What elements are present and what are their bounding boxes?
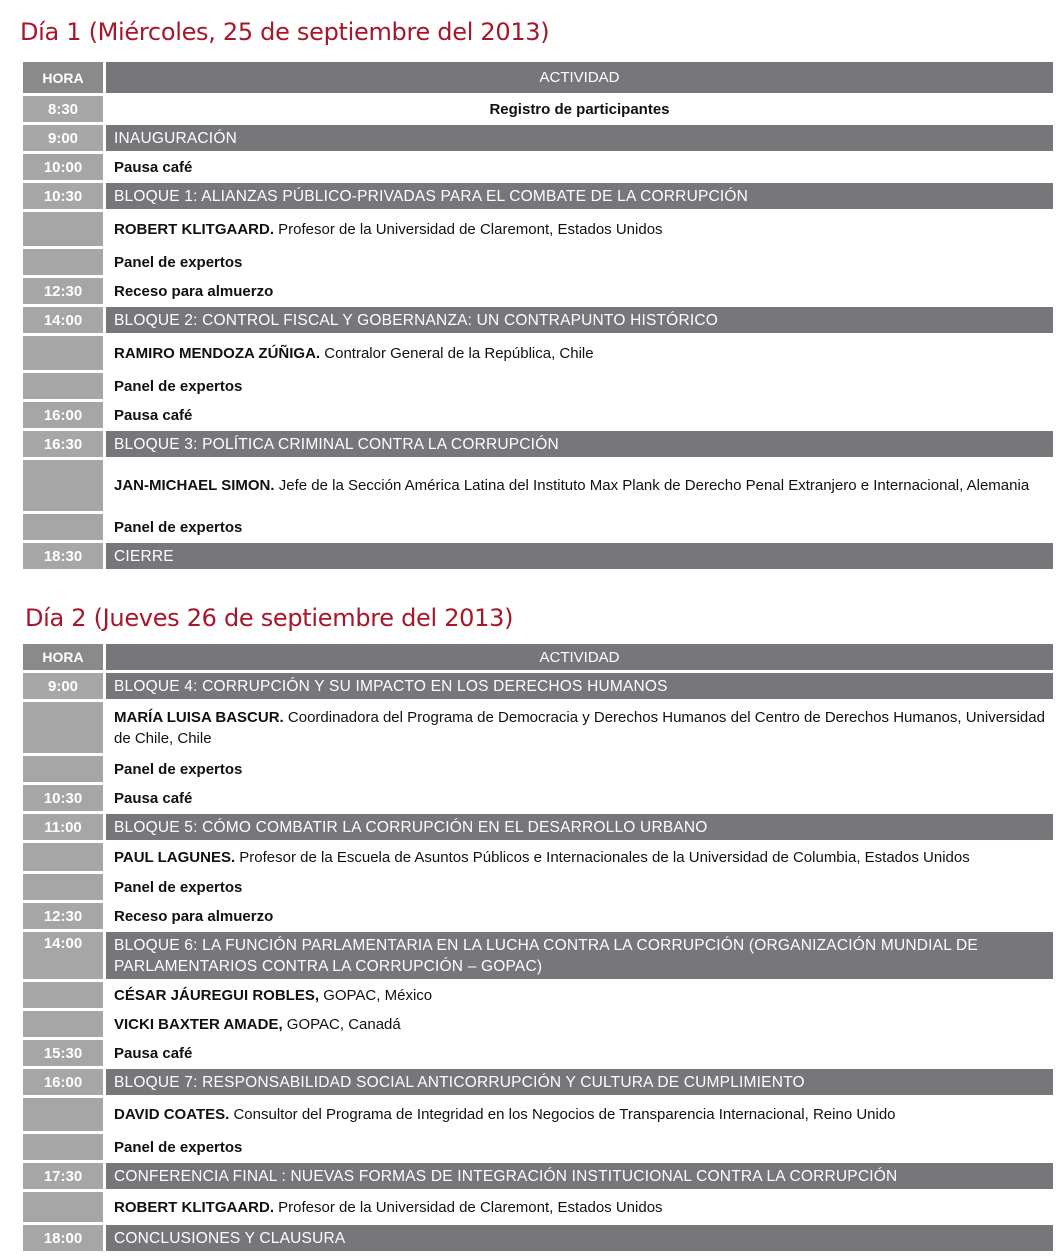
time-cell: 10:00 (23, 154, 103, 180)
speaker-description: Jefe de la Sección América Latina del Instituto Max Plank de Derecho Penal Extranjero e Internacional, Alemania (278, 477, 1030, 494)
activity-cell (106, 1192, 1053, 1222)
table-row (23, 1069, 1053, 1095)
activity-cell: BLOQUE 4: CORRUPCIÓN Y SU IMPACTO EN LOS DERECHOS HUMANOS (106, 673, 1053, 699)
table-row (23, 843, 1053, 871)
time-cell: 17:30 (23, 1163, 103, 1189)
activity-cell (106, 1011, 1053, 1037)
hora-header: HORA (23, 62, 103, 93)
time-cell (23, 874, 103, 900)
table-row (23, 1098, 1053, 1131)
speaker-name: JAN-MICHAEL SIMON. (114, 477, 275, 494)
speaker-name: DAVID COATES. (114, 1106, 230, 1123)
time-cell: 12:30 (23, 903, 103, 929)
speaker-description: Consultor del Programa de Integridad en los Negocios de Transparencia Internacional, Reino Unido (233, 1106, 896, 1123)
activity-cell: Registro de participantes (106, 96, 1053, 122)
table-row (23, 307, 1053, 333)
table-row (23, 1011, 1053, 1037)
table-row (23, 402, 1053, 428)
time-cell: 10:30 (23, 785, 103, 811)
activity-cell: BLOQUE 1: ALIANZAS PÚBLICO-PRIVADAS PARA EL COMBATE DE LA CORRUPCIÓN (106, 183, 1053, 209)
time-cell (23, 249, 103, 275)
activity-cell: Pausa café (106, 402, 1053, 428)
table-row (23, 903, 1053, 929)
activity-cell: Panel de expertos (106, 373, 1053, 399)
speaker-name: ROBERT KLITGAARD. (114, 1198, 274, 1216)
activity-cell: CONFERENCIA FINAL : NUEVAS FORMAS DE INTEGRACIÓN INSTITUCIONAL CONTRA LA CORRUPCIÓN (106, 1163, 1053, 1189)
table-row (23, 982, 1053, 1008)
time-cell (23, 756, 103, 782)
table-row (23, 932, 1053, 979)
table-row (23, 154, 1053, 180)
table-row (23, 96, 1053, 122)
table-row (23, 183, 1053, 209)
time-cell (23, 1011, 103, 1037)
time-cell (23, 843, 103, 871)
table-row (23, 543, 1053, 569)
speaker-name: VICKI BAXTER AMADE, (114, 1015, 283, 1033)
table-row (23, 702, 1053, 753)
time-cell: 9:00 (23, 125, 103, 151)
activity-cell: Receso para almuerzo (106, 278, 1053, 304)
activity-cell (106, 702, 1053, 753)
table-row (23, 460, 1053, 511)
time-cell (23, 702, 103, 753)
time-cell: 10:30 (23, 183, 103, 209)
speaker-description: Coordinadora del Programa de Democracia y Derechos Humanos del Centro de Derechos Humanos, Universidad de Chile, Chile (114, 708, 1045, 747)
activity-cell (106, 336, 1053, 370)
time-cell: 12:30 (23, 278, 103, 304)
speaker-description: Profesor de la Escuela de Asuntos Públicos e Internacionales de la Universidad de Columbia, Estados Unidos (239, 848, 970, 866)
table-row (23, 514, 1053, 540)
table-header-row (23, 644, 1053, 670)
hora-header: HORA (23, 644, 103, 670)
time-cell: 14:00 (23, 307, 103, 333)
time-cell (23, 336, 103, 370)
table-row (23, 373, 1053, 399)
activity-cell: Receso para almuerzo (106, 903, 1053, 929)
time-cell (23, 460, 103, 511)
time-cell (23, 212, 103, 246)
table-row (23, 278, 1053, 304)
time-cell: 11:00 (23, 814, 103, 840)
day2-title: Día 2 (Jueves 26 de septiembre del 2013) (25, 604, 514, 632)
activity-cell (106, 1098, 1053, 1131)
time-cell (23, 1192, 103, 1222)
table-row (23, 756, 1053, 782)
actividad-header: ACTIVIDAD (106, 644, 1053, 670)
speaker-name: CÉSAR JÁUREGUI ROBLES, (114, 986, 320, 1004)
day1-title: Día 1 (Miércoles, 25 de septiembre del 2013) (20, 18, 550, 46)
activity-cell: BLOQUE 6: LA FUNCIÓN PARLAMENTARIA EN LA LUCHA CONTRA LA CORRUPCIÓN (ORGANIZACIÓN MUNDIAL DE PARLAMENTARIOS CONTRA LA CORRUPCIÓN – GOPAC) (106, 932, 1053, 979)
time-cell: 18:30 (23, 543, 103, 569)
speaker-name: PAUL LAGUNES. (114, 848, 236, 866)
activity-cell: Panel de expertos (106, 249, 1053, 275)
table-row (23, 673, 1053, 699)
speaker-name: MARÍA LUISA BASCUR. (114, 708, 284, 726)
time-cell: 16:00 (23, 402, 103, 428)
speaker-description: Contralor General de la República, Chile (324, 344, 594, 362)
speaker-description: Profesor de la Universidad de Claremont, Estados Unidos (278, 220, 663, 238)
time-cell (23, 1098, 103, 1131)
table-row (23, 785, 1053, 811)
activity-cell: BLOQUE 5: CÓMO COMBATIR LA CORRUPCIÓN EN EL DESARROLLO URBANO (106, 814, 1053, 840)
activity-cell: INAUGURACIÓN (106, 125, 1053, 151)
day2-schedule-table (23, 644, 1053, 1251)
table-row (23, 1040, 1053, 1066)
activity-cell: BLOQUE 7: RESPONSABILIDAD SOCIAL ANTICORRUPCIÓN Y CULTURA DE CUMPLIMIENTO (106, 1069, 1053, 1095)
speaker-description: GOPAC, Canadá (286, 1015, 401, 1033)
table-row (23, 1225, 1053, 1251)
table-header-row (23, 62, 1053, 93)
table-row (23, 874, 1053, 900)
table-row (23, 1163, 1053, 1189)
day1-schedule-table (23, 62, 1053, 569)
speaker-description: GOPAC, México (323, 986, 433, 1004)
activity-cell (106, 460, 1053, 511)
activity-cell: Panel de expertos (106, 514, 1053, 540)
time-cell: 16:00 (23, 1069, 103, 1095)
activity-cell (106, 843, 1053, 871)
table-row (23, 249, 1053, 275)
activity-cell: Panel de expertos (106, 756, 1053, 782)
time-cell (23, 1134, 103, 1160)
table-row (23, 1134, 1053, 1160)
activity-cell: CIERRE (106, 543, 1053, 569)
activity-cell: Pausa café (106, 1040, 1053, 1066)
time-cell: 9:00 (23, 673, 103, 699)
time-cell: 15:30 (23, 1040, 103, 1066)
time-cell (23, 373, 103, 399)
time-cell (23, 514, 103, 540)
activity-cell: BLOQUE 2: CONTROL FISCAL Y GOBERNANZA: UN CONTRAPUNTO HISTÓRICO (106, 307, 1053, 333)
speaker-description: Profesor de la Universidad de Claremont, Estados Unidos (278, 1198, 663, 1216)
activity-cell (106, 982, 1053, 1008)
speaker-name: RAMIRO MENDOZA ZÚÑIGA. (114, 344, 321, 362)
speaker-name: ROBERT KLITGAARD. (114, 220, 274, 238)
time-cell: 16:30 (23, 431, 103, 457)
time-cell: 18:00 (23, 1225, 103, 1251)
activity-cell: Panel de expertos (106, 874, 1053, 900)
time-cell (23, 982, 103, 1008)
table-row (23, 1192, 1053, 1222)
table-row (23, 431, 1053, 457)
table-row (23, 336, 1053, 370)
activity-cell: Pausa café (106, 154, 1053, 180)
table-row (23, 212, 1053, 246)
activity-cell: BLOQUE 3: POLÍTICA CRIMINAL CONTRA LA CORRUPCIÓN (106, 431, 1053, 457)
activity-cell: Panel de expertos (106, 1134, 1053, 1160)
actividad-header: ACTIVIDAD (106, 62, 1053, 93)
table-row (23, 814, 1053, 840)
activity-cell (106, 212, 1053, 246)
table-row (23, 125, 1053, 151)
activity-cell: CONCLUSIONES Y CLAUSURA (106, 1225, 1053, 1251)
time-cell: 14:00 (23, 932, 103, 979)
time-cell: 8:30 (23, 96, 103, 122)
activity-cell: Pausa café (106, 785, 1053, 811)
